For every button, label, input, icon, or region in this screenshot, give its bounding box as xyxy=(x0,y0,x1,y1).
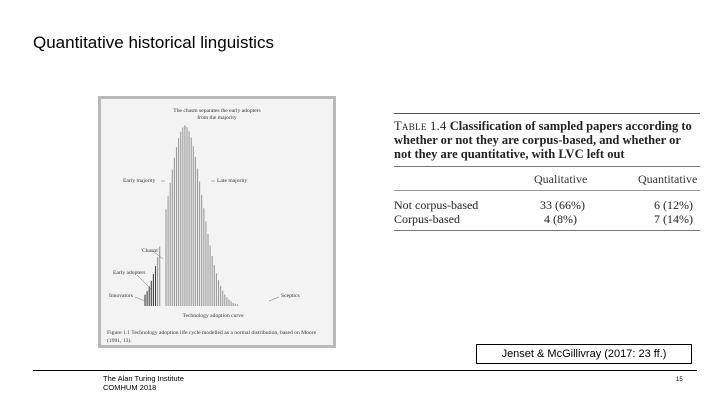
table-cell: 6 (12%) xyxy=(654,198,693,212)
column-header-quantitative: Quantitative xyxy=(638,172,698,186)
label-chasm: 'Chasm' xyxy=(141,248,159,254)
chasm-callout-2: from the majority xyxy=(197,115,237,121)
table-cell: 7 (14%) xyxy=(654,212,693,226)
table-cell: 4 (8%) xyxy=(544,212,577,226)
classification-table xyxy=(394,110,700,232)
adoption-curve-graphic xyxy=(101,99,333,345)
table-rule-mid xyxy=(394,166,700,167)
table-cell: 33 (66%) xyxy=(540,198,585,212)
footer-org-name: The Alan Turing Institute xyxy=(103,374,184,383)
pointer-line xyxy=(137,275,151,289)
footer-event: COMHUM 2018 xyxy=(103,383,157,392)
footer-divider xyxy=(33,370,697,371)
chasm-callout: The chasm separates the early adopters xyxy=(173,108,261,114)
label-late-majority: Late majority xyxy=(217,178,248,184)
source-citation: Jenset & McGillivray (2017: 23 ff.) xyxy=(476,344,692,364)
footer-organization xyxy=(103,374,184,392)
table-number: Table 1.4 xyxy=(394,119,447,133)
label-early-adopters: Early adopters xyxy=(113,270,146,276)
row-label: Not corpus-based xyxy=(394,198,479,212)
adoption-curve-figure xyxy=(98,96,336,348)
pointer-line xyxy=(269,297,279,301)
label-innovators: Innovators xyxy=(109,293,133,299)
table-rule-bottom xyxy=(394,230,700,231)
page-number: 15 xyxy=(676,377,683,383)
figure-caption: Figure 1.1 Technology adoption life cycle modelled as a normal distribution, based on Moore (1991, 13). xyxy=(107,330,317,344)
slide-title: Quantitative historical linguistics xyxy=(33,33,274,52)
curve-label: Technology adoption curve xyxy=(182,313,244,319)
row-label: Corpus-based xyxy=(394,212,460,226)
table-caption xyxy=(394,119,700,161)
column-header-qualitative: Qualitative xyxy=(534,172,588,186)
label-sceptics: Sceptics xyxy=(281,293,300,299)
table-rule-top xyxy=(394,113,700,114)
table-rule-head xyxy=(394,190,700,191)
table-caption-text: Classification of sampled papers according to whether or not they are corpus-based, and whether or not they are quantitative, with LVC left out xyxy=(394,119,692,161)
label-early-majority: Early majority xyxy=(123,178,156,184)
pointer-line xyxy=(135,297,145,301)
